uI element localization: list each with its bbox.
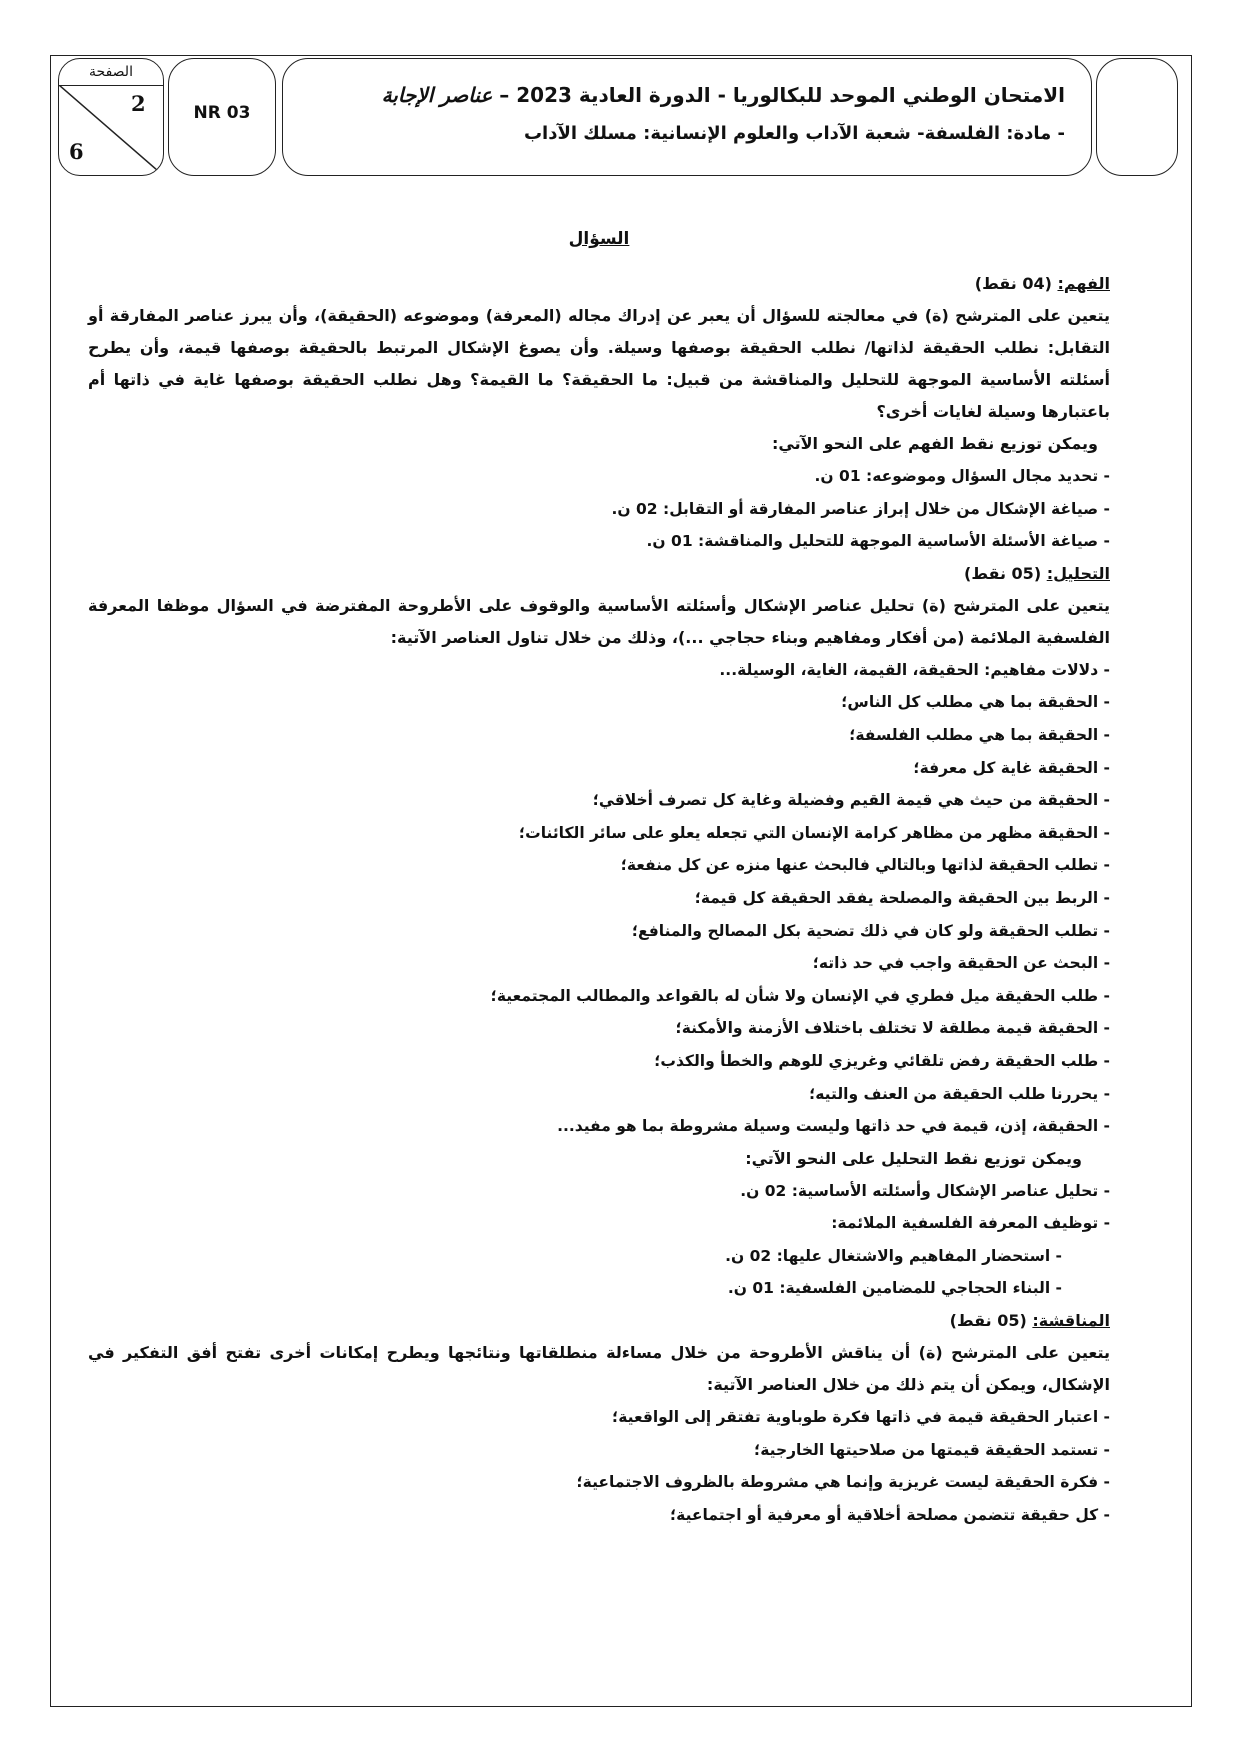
- list-item: - الحقيقة بما هي مطلب الفلسفة؛: [849, 725, 1110, 744]
- analysis-sub-distribution-list: [88, 1240, 1110, 1305]
- list-item: - طلب الحقيقة رفض تلقائي وغريزي للوهم والخطأ والكذب؛: [654, 1051, 1110, 1070]
- exam-title-main: الامتحان الوطني الموحد للبكالوريا - الدورة العادية: [578, 83, 1065, 107]
- analysis-items-list: [88, 654, 1110, 1143]
- document-body: [88, 224, 1110, 1531]
- exam-code-box: [168, 58, 276, 176]
- list-item: - طلب الحقيقة ميل فطري في الإنسان ولا شأن له بالقواعد والمطالب المجتمعية؛: [490, 986, 1110, 1005]
- discussion-items-list: [88, 1401, 1110, 1531]
- list-item: - الحقيقة من حيث هي قيمة القيم وفضيلة وغاية كل تصرف أخلاقي؛: [592, 791, 1110, 810]
- page-total: 6: [69, 139, 84, 164]
- discussion-heading: [88, 1305, 1110, 1337]
- list-item: - تحليل عناصر الإشكال وأسئلته الأساسية: 02 ن.: [740, 1181, 1110, 1200]
- list-item: - الحقيقة قيمة مطلقة لا تختلف باختلاف الأزمنة والأمكنة؛: [675, 1019, 1110, 1038]
- analysis-distribution-list: [88, 1175, 1110, 1240]
- list-item: - البحث عن الحقيقة واجب في حد ذاته؛: [812, 954, 1110, 973]
- list-item: - الحقيقة بما هي مطلب كل الناس؛: [841, 693, 1110, 712]
- understanding-heading: [88, 268, 1110, 300]
- list-item: - الحقيقة مظهر من مظاهر كرامة الإنسان التي تجعله يعلو على سائر الكائنات؛: [518, 823, 1110, 842]
- page-label: الصفحة: [59, 59, 163, 86]
- list-item: - صياغة الأسئلة الأساسية الموجهة للتحليل والمناقشة: 01 ن.: [646, 532, 1110, 551]
- list-item: - تستمد الحقيقة قيمتها من صلاحيتها الخارجية؛: [754, 1440, 1110, 1459]
- list-item: - يحررنا طلب الحقيقة من العنف والتيه؛: [809, 1084, 1110, 1103]
- list-item: - تطلب الحقيقة ولو كان في ذلك تضحية بكل المصالح والمنافع؛: [631, 921, 1110, 940]
- list-item: - الحقيقة، إذن، قيمة في حد ذاتها وليست وسيلة مشروطة بما هو مفيد...: [557, 1117, 1110, 1136]
- question-title: السؤال: [568, 229, 630, 249]
- list-item: - استحضار المفاهيم والاشتغال عليها: 02 ن.: [725, 1246, 1062, 1265]
- list-item: - الربط بين الحقيقة والمصلحة يفقد الحقيقة كل قيمة؛: [694, 888, 1110, 907]
- exam-title-box: [282, 58, 1092, 176]
- analysis-heading-label: التحليل:: [1046, 563, 1110, 583]
- list-item: - كل حقيقة تتضمن مصلحة أخلاقية أو معرفية أو اجتماعية؛: [669, 1505, 1110, 1524]
- list-item: - توظيف المعرفة الفلسفية الملائمة:: [831, 1214, 1110, 1233]
- discussion-heading-label: المناقشة:: [1032, 1311, 1110, 1331]
- understanding-distribution-list: [88, 460, 1110, 558]
- exam-code: NR 03: [193, 103, 251, 123]
- understanding-distribution-intro: ويمكن توزيع نقط الفهم على النحو الآتي:: [772, 434, 1098, 453]
- list-item: - اعتبار الحقيقة قيمة في ذاتها فكرة طوباوية تفتقر إلى الواقعية؛: [612, 1408, 1110, 1427]
- understanding-points: (04 نقط): [974, 274, 1052, 293]
- list-item: - تحديد مجال السؤال وموضوعه: 01 ن.: [814, 467, 1110, 485]
- list-item: - تطلب الحقيقة لذاتها وبالتالي فالبحث عنها منزه عن كل منفعة؛: [620, 856, 1110, 875]
- discussion-points: (05 نقط): [949, 1311, 1027, 1331]
- exam-title: [382, 83, 1065, 107]
- analysis-paragraph: يتعين على المترشح (ة) تحليل عناصر الإشكال وأسئلته الأساسية والوقوف على الأطروحة المفترضة في السؤال موظفا المعرفة الفلسفية الملائمة (من أفكار ومفاهيم وبناء حجاجي ...)، وذلك من خلال تناول العناصر الآتية:: [88, 595, 1110, 647]
- understanding-paragraph: يتعين على المترشح (ة) في معالجته للسؤال أن يعبر عن إدراك مجاله (المعرفة) وموضوعه (الحقيقة)، وأن يبرز عناصر المفارقة أو التقابل: نطلب الحقيقة لذاتها/ نطلب الحقيقة بوصفها وسيلة. وأن يصوغ الإشكال المرتبط بالحقيقة بوصفها قيمة، وأن يطرح أسئلته الأساسية الموجهة للتحليل والمناقشة من قبيل: ما الحقيقة؟ ما القيمة؟ وهل نطلب الحقيقة بوصفها غاية في ذاتها أم باعتبارها وسيلة لغايات أخرى؟: [88, 306, 1110, 421]
- exam-year: 2023: [516, 83, 572, 107]
- discussion-paragraph: يتعين على المترشح (ة) أن يناقش الأطروحة من خلال مساءلة منطلقاتها ونتائجها ويطرح إمكانات أخرى تفتح أفق التفكير في الإشكال، ويمكن أن يتم ذلك من خلال العناصر الآتية:: [88, 1343, 1110, 1395]
- list-item: - فكرة الحقيقة ليست غريزية وإنما هي مشروطة بالظروف الاجتماعية؛: [576, 1473, 1110, 1492]
- analysis-distribution-intro: ويمكن توزيع نقط التحليل على النحو الآتي:: [745, 1148, 1082, 1168]
- exam-subtitle: - مادة: الفلسفة- شعبة الآداب والعلوم الإنسانية: مسلك الآداب: [523, 123, 1065, 144]
- page-number-box: [58, 58, 164, 176]
- page-current: 2: [131, 91, 146, 116]
- exam-title-dash: –: [499, 83, 510, 107]
- analysis-points: (05 نقط): [964, 563, 1042, 583]
- analysis-heading: [88, 558, 1110, 590]
- list-item: - الحقيقة غاية كل معرفة؛: [913, 758, 1110, 777]
- header-empty-box: [1096, 58, 1178, 176]
- list-item: - صياغة الإشكال من خلال إبراز عناصر المفارقة أو التقابل: 02 ن.: [611, 499, 1110, 518]
- list-item: - البناء الحجاجي للمضامين الفلسفية: 01 ن.: [727, 1279, 1062, 1298]
- list-item: - دلالات مفاهيم: الحقيقة، القيمة، الغاية، الوسيلة...: [719, 660, 1110, 679]
- exam-title-highlight: عناصر الإجابة: [381, 83, 493, 107]
- understanding-heading-label: الفهم:: [1057, 274, 1110, 293]
